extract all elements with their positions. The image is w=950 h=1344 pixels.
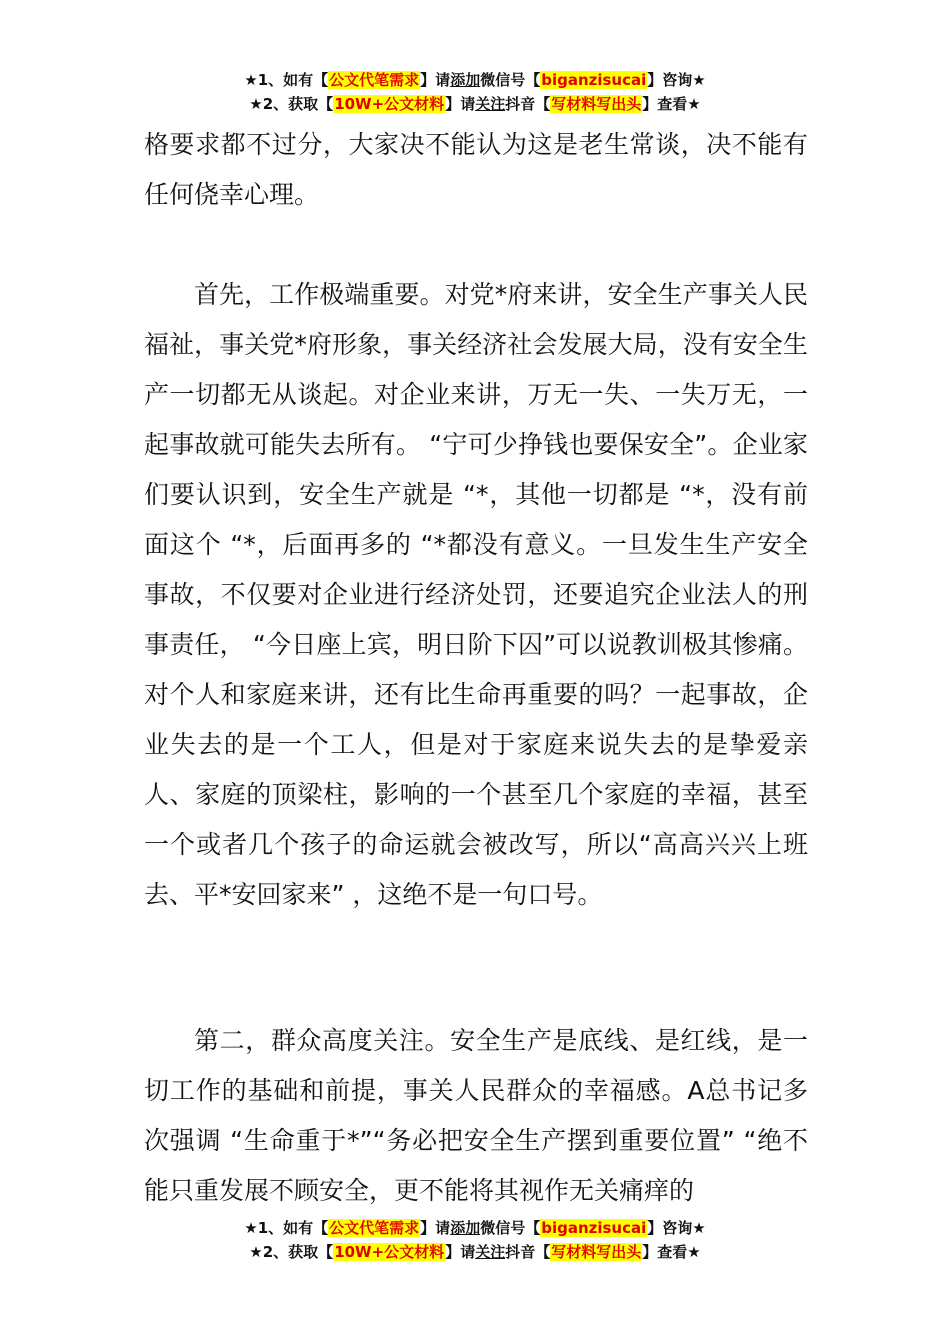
paragraph-public-concern: [144, 1016, 808, 1216]
header-banner: [0, 68, 950, 116]
banner-text: ★1、如有【: [244, 71, 329, 89]
footer-banner: [0, 1216, 950, 1264]
banner-underlined-text: 添加: [450, 71, 481, 89]
highlight-wechat-id: biganzisucai: [541, 1219, 647, 1237]
paragraph-text: 第二，群众高度关注。安全生产是底线、是红线，是一切工作的基础和前提，事关人民群众的幸福感。A总书记多次强调 “生命重于*”“务必把安全生产摆到重要位置” “绝不能只重发展不顾安全，更不能将其视作无关痛痒的: [144, 1026, 808, 1205]
paragraph-text: 格要求都不过分，大家决不能认为这是老生常谈，决不能有任何侥幸心理。: [144, 130, 808, 209]
highlight-service: 公文代笔需求: [329, 71, 420, 89]
highlight-wechat-id: biganzisucai: [541, 71, 647, 89]
banner-line-2: [0, 92, 950, 116]
highlight-materials: 10W+公文材料: [334, 1243, 445, 1261]
banner-text: 微信号【: [480, 1219, 541, 1237]
banner-text: 抖音【: [505, 95, 551, 113]
paragraph-text: 首先，工作极端重要。对党*府来讲，安全生产事关人民福祉，事关党*府形象，事关经济社会发展大局，没有安全生产一切都无从谈起。对企业来讲，万无一失、一失万无，一起事故就可能失去所有。 “宁可少挣钱也要保安全”。企业家们要认识到，安全生产就是 “*，其他一切都是 “*，没有前面这个 “*，后面再多的 “*都没有意义。一旦发生生产安全事故，不仅要对企业进行经济处罚，还要追究企业法人的刑事责任， “今日座上宾，明日阶下囚”可以说教训极其惨痛。对个人和家庭来讲，还有比生命再重要的吗？一起事故，企业失去的是一个工人，但是对于家庭来说失去的是挚爱亲人、家庭的顶梁柱，影响的一个甚至几个家庭的幸福，甚至一个或者几个孩子的命运就会被改写，所以“高高兴兴上班去、平*安回家来” ，这绝不是一句口号。: [144, 280, 808, 909]
banner-text: 】查看★: [642, 1243, 701, 1261]
banner-line-2: [0, 1240, 950, 1264]
banner-text: 】请: [420, 71, 451, 89]
banner-text: 】咨询★: [647, 1219, 706, 1237]
paragraph-importance: [144, 270, 808, 920]
banner-text: 】请: [420, 1219, 451, 1237]
highlight-douyin-account: 写材料写出头: [551, 1243, 642, 1261]
banner-text: 】咨询★: [647, 71, 706, 89]
banner-line-1: [0, 68, 950, 92]
banner-text: 抖音【: [505, 1243, 551, 1261]
paragraph-continuation: [144, 120, 808, 220]
banner-text: 】查看★: [642, 95, 701, 113]
banner-line-1: [0, 1216, 950, 1240]
banner-underlined-text: 关注: [475, 1243, 506, 1261]
banner-text: 微信号【: [480, 71, 541, 89]
banner-text: 】请: [445, 1243, 476, 1261]
highlight-douyin-account: 写材料写出头: [551, 95, 642, 113]
highlight-materials: 10W+公文材料: [334, 95, 445, 113]
banner-text: ★1、如有【: [244, 1219, 329, 1237]
banner-underlined-text: 关注: [475, 95, 506, 113]
banner-text: ★2、获取【: [249, 95, 334, 113]
highlight-service: 公文代笔需求: [329, 1219, 420, 1237]
banner-text: 】请: [445, 95, 476, 113]
banner-text: ★2、获取【: [249, 1243, 334, 1261]
banner-underlined-text: 添加: [450, 1219, 481, 1237]
